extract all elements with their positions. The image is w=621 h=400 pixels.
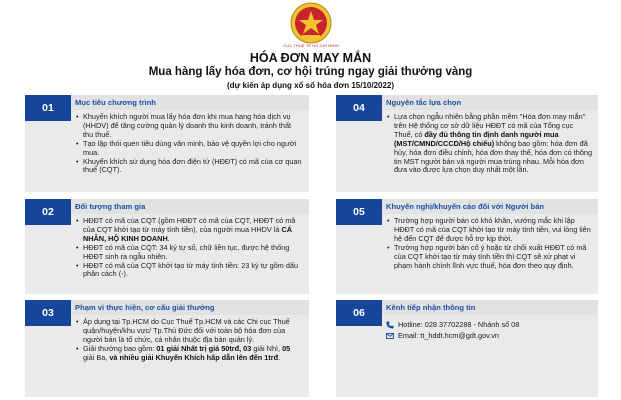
bullet-item: • Khuyến khích sử dụng hóa đơn điện tử (HĐĐT) có mã của cơ quan thuế (CQT). xyxy=(75,158,303,176)
hotline-text: Hotline: 028 37702288 - Nhánh số 08 xyxy=(398,320,520,329)
section-title: Nguyên tắc lựa chọn xyxy=(386,98,462,107)
email-link[interactable]: Email: tt_hddt.hcm@gdt.gov.vn xyxy=(398,331,499,340)
bullet-item: • Trường hợp người bán cố ý hoặc từ chối xuất HĐĐT có mã của CQT khởi tạo từ máy tính tiền thì CQT sẽ xử phạt vi phạm hành chính lĩnh vực thuế, hóa đơn theo quy định. xyxy=(386,244,592,271)
bullet-item: • Trường hợp người bán có khó khăn, vướng mắc khi lập HĐĐT có mã của CQT khởi tạo từ máy tính tiền, vui lòng liên hệ đến CQT để được hỗ trợ kịp thời. xyxy=(386,217,592,244)
section-body xyxy=(386,320,592,342)
mail-icon xyxy=(386,332,394,340)
phone-icon xyxy=(386,321,394,329)
section-body xyxy=(75,217,303,279)
section-number: 02 xyxy=(25,199,71,225)
section-body xyxy=(75,113,303,175)
tax-authority-emblem xyxy=(288,2,334,44)
bullet-item: • HĐĐT có mã của CQT: 34 ký tự số, chữ liền tục, được hệ thống HĐĐT sinh ra ngẫu nhiên. xyxy=(75,244,303,262)
page-title: HÓA ĐƠN MAY MẮN xyxy=(249,51,372,65)
section-title: Đối tượng tham gia xyxy=(75,202,146,211)
section-card-01 xyxy=(25,95,309,192)
section-card-03 xyxy=(25,300,309,397)
emblem-caption: CỤC THUẾ TP HỒ CHÍ MINH xyxy=(283,43,339,48)
section-body xyxy=(386,217,592,270)
section-number: 05 xyxy=(336,199,382,225)
section-number: 01 xyxy=(25,95,71,121)
section-card-02 xyxy=(25,199,309,294)
page-note: (dự kiến áp dụng xổ số hóa đơn 15/10/2022) xyxy=(226,81,395,90)
bullet-item: • Giải thưởng bao gồm: 01 giải Nhất trị giá 50trđ, 03 giải Nhì, 05 giải Ba, và nhiều giải Khuyến Khích hấp dẫn lên đến 1trđ. xyxy=(75,345,303,363)
section-number: 03 xyxy=(25,300,71,326)
section-title: Kênh tiếp nhận thông tin xyxy=(386,303,476,312)
bullet-item: • Lựa chọn ngẫu nhiên bằng phần mềm "Hóa đơn may mắn" trên Hệ thống cơ sở dữ liệu HĐĐT có mã của Tổng cục Thuế, có đầy đủ thông tin định danh người mua (MST/CMND/CCCD/Hộ chiếu) không bao gồm: hóa đơn đã hủy, hóa đơn điều chỉnh, hóa đơn thay thế, hóa đơn có thông tin MST người bán và người mua trùng nhau. Mỗi hóa đơn đưa vào được lựa chọn duy nhất một lần. xyxy=(386,113,592,175)
section-card-06 xyxy=(336,300,598,397)
bullet-item: • HĐĐT có mã của CQT (gồm HĐĐT có mã của CQT, HĐĐT có mã của CQT khởi tạo từ máy tính tiền), của người mua HHDV là CÁ NHÂN, HỘ KINH DOANH. xyxy=(75,217,303,244)
bullet-item: • Áp dụng tại Tp.HCM do Cục Thuế Tp.HCM và các Chi cục Thuế quận/huyện/khu vực/ Tp.Thủ Đức đối với toàn bộ hóa đơn của người bán là tổ chức, cá nhân thuộc địa bàn quản lý. xyxy=(75,318,303,345)
section-title: Khuyến nghị/khuyến cáo đối với Người bán xyxy=(386,202,545,211)
section-number: 04 xyxy=(336,95,382,121)
bullet-item: • Khuyến khích người mua lấy hóa đơn khi mua hang hóa dịch vụ (HHDV) để tăng cường quản lý doanh thu kinh doanh, tránh thất thu thuế. xyxy=(75,113,303,140)
email-row[interactable] xyxy=(386,331,592,340)
section-card-05 xyxy=(336,199,598,294)
section-number: 06 xyxy=(336,300,382,326)
bullet-item: • Tạo lập thói quen tiêu dùng văn minh, bảo vệ quyền lợi cho người mua. xyxy=(75,140,303,158)
section-card-04 xyxy=(336,95,598,192)
section-body xyxy=(386,113,592,175)
page-subtitle: Mua hàng lấy hóa đơn, cơ hội trúng ngay giải thưởng vàng xyxy=(148,66,473,78)
section-title: Mục tiêu chương trình xyxy=(75,98,156,107)
section-title: Phạm vi thực hiện, cơ cấu giải thưởng xyxy=(75,303,215,312)
hotline-row xyxy=(386,320,592,329)
section-body xyxy=(75,318,303,363)
bullet-item: • HĐĐT có mã của CQT khởi tạo từ máy tính tiền: 23 ký tự gồm dấu phân cách (-). xyxy=(75,262,303,280)
